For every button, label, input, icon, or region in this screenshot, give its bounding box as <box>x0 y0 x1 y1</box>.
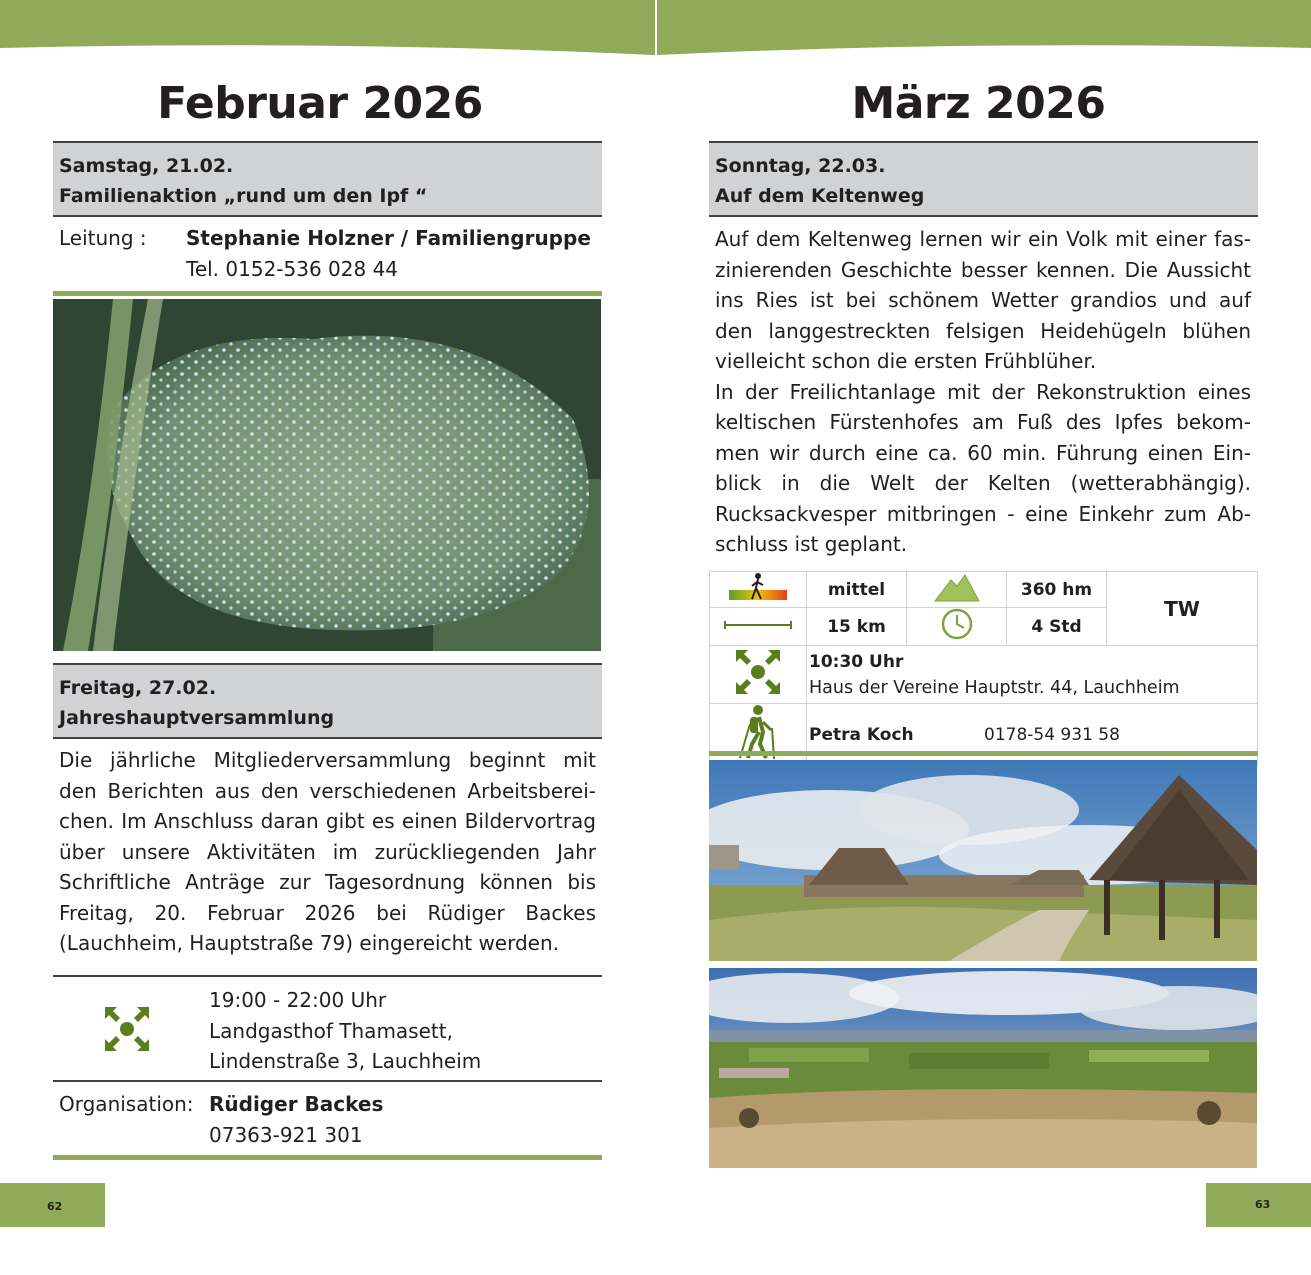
event2-divider-mid <box>53 1080 602 1082</box>
left-top-band <box>0 0 655 60</box>
celtic-reconstruction-photo <box>709 760 1257 961</box>
event3-desc-line: men wir durch eine ca. 60 min. Führung einen Ein- <box>715 440 1251 465</box>
event2-desc-line: Schriftliche Anträge zur Tagesordnung können bis <box>59 870 596 894</box>
difficulty-hiker-icon <box>727 572 789 602</box>
event2-name: Jahreshauptversammlung <box>59 707 335 729</box>
event3-date: Sonntag, 22.03. <box>715 155 886 177</box>
event1-header <box>53 141 602 217</box>
event2-desc-line: (Lauchheim, Hauptstraße 79) eingereicht werden. <box>59 931 560 955</box>
event2-org-label: Organisation: <box>59 1092 194 1116</box>
guide-name: Petra Koch <box>809 724 914 745</box>
left-page-number <box>0 1183 105 1227</box>
event1-divider <box>53 291 602 296</box>
elevation-cell <box>907 572 1007 608</box>
distance-value: 15 km <box>807 608 907 646</box>
event3-desc-line: zinierenden Geschichte besser kennen. Die Aussicht <box>715 257 1251 282</box>
event3-desc-line: schluss ist geplant. <box>715 532 908 556</box>
elevation-value: 360 hm <box>1007 572 1107 608</box>
event2-org-name: Rüdiger Backes <box>209 1092 384 1116</box>
event2-desc-line: über unsere Aktivitäten im zurückliegenden Jahr <box>59 839 596 864</box>
landscape-view-photo <box>709 968 1257 1168</box>
event2-place-line1: Landgasthof Thamasett, <box>209 1019 453 1043</box>
meet-time: 10:30 Uhr <box>809 651 904 672</box>
event3-desc-line: ins Ries ist bei schönem Wetter grandios und auf <box>715 288 1251 312</box>
guide-tel: 0178-54 931 58 <box>984 724 1120 745</box>
event3-desc-line: In der Freilichtanlage mit der Rekonstruktion eines <box>715 379 1251 404</box>
event2-time: 19:00 - 22:00 Uhr <box>209 988 387 1012</box>
event3-desc-line: vielleicht schon die ersten Frühblüher. <box>715 349 1097 373</box>
tour-type: TW <box>1107 572 1258 646</box>
event3-desc-line: Rucksackvesper mitbringen - eine Einkehr zum Ab- <box>715 501 1251 526</box>
event2-place-line2: Lindenstraße 3, Lauchheim <box>209 1049 482 1073</box>
event1-leitung-name: Stephanie Holzner / Familiengruppe <box>186 226 591 250</box>
right-page-number-text: 63 <box>1255 1198 1271 1211</box>
event1-leitung-tel: Tel. 0152-536 028 44 <box>186 257 399 281</box>
event2-desc-line: Freitag, 20. Februar 2026 bei Rüdiger Backes <box>59 900 596 925</box>
event3-name: Auf dem Keltenweg <box>715 185 925 207</box>
info-table-divider <box>709 751 1258 756</box>
event2-header <box>53 663 602 739</box>
difficulty-value: mittel <box>807 572 907 608</box>
duration-cell <box>907 608 1007 646</box>
event3-desc-line: Auf dem Keltenweg lernen wir ein Volk mit einer fas- <box>715 227 1251 251</box>
left-page-number-text: 62 <box>47 1200 63 1213</box>
event2-desc-line: Die jährliche Mitgliederversammlung beginnt mit <box>59 748 596 772</box>
meeting-icon-cell <box>710 646 807 704</box>
event2-desc-line: den Berichten aus den verschiedenen Arbeitsberei- <box>59 778 596 803</box>
meeting-point-icon <box>103 1005 151 1053</box>
right-top-band <box>657 0 1311 60</box>
event1-leitung-label: Leitung : <box>59 226 147 250</box>
meeting-point-icon <box>734 648 782 696</box>
distance-icon <box>723 618 793 632</box>
event2-org-tel: 07363-921 301 <box>209 1123 363 1147</box>
right-page-title: März 2026 <box>851 78 1106 129</box>
meeting-info-cell <box>807 646 1258 704</box>
duration-value: 4 Std <box>1007 608 1107 646</box>
difficulty-cell <box>710 572 807 608</box>
event2-divider-top <box>53 975 602 977</box>
frost-leaf-photo <box>53 299 601 651</box>
event3-description <box>715 224 1251 560</box>
right-page-number <box>1206 1183 1311 1227</box>
event2-divider-bottom <box>53 1155 602 1160</box>
guide-info-cell <box>807 704 1258 766</box>
event3-header <box>709 141 1258 217</box>
event2-date: Freitag, 27.02. <box>59 677 217 699</box>
event2-description <box>59 745 596 959</box>
clock-icon <box>940 608 974 640</box>
elevation-icon <box>933 572 981 602</box>
event1-date: Samstag, 21.02. <box>59 155 234 177</box>
event1-name: Familienaktion „rund um den Ipf “ <box>59 185 428 207</box>
guide-icon-cell <box>710 704 807 766</box>
meet-place: Haus der Vereine Hauptstr. 44, Lauchheim <box>809 677 1180 698</box>
event3-desc-line: keltischen Fürstenhofes am Fuß des Ipfes bekom- <box>715 410 1251 434</box>
left-page-title: Februar 2026 <box>157 78 483 129</box>
distance-cell <box>710 608 807 646</box>
event3-desc-line: blick in die Welt der Kelten (wetterabhängig). <box>715 471 1251 495</box>
event2-desc-line: chen. Im Anschluss daran gibt es einen Bildervortrag <box>59 809 596 833</box>
tour-info-table <box>709 571 1258 766</box>
event3-desc-line: den langgestreckten felsigen Heidehügeln blühen <box>715 318 1251 343</box>
